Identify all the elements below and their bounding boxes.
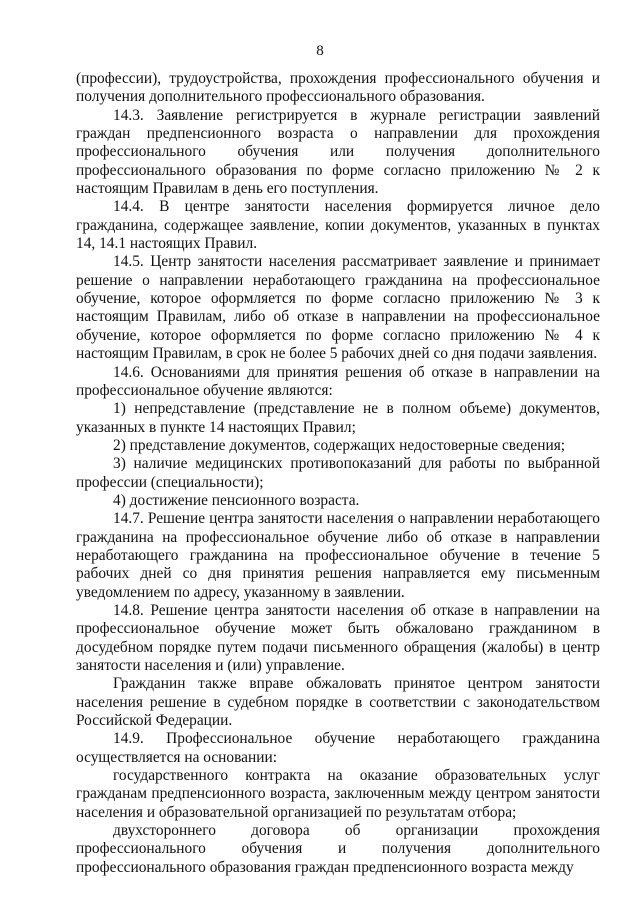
paragraph-14-8: 14.8. Решение центра занятости населения об отказе в направлении на профессиональное обучение может быть обжаловано гражданином в досудебном порядке путем подачи письменного обращения (жалобы) в центр занятости населения и (или) управление. xyxy=(76,601,600,674)
list-item-4: 4) достижение пенсионного возраста. xyxy=(113,491,360,509)
page-number: 8 xyxy=(316,43,324,59)
list-item-1: 1) непредставление (представление не в полном объеме) документов, указанных в пункте 14 настоящих Правил; xyxy=(76,400,600,436)
document-body xyxy=(76,70,600,877)
paragraph-14-5: 14.5. Центр занятости населения рассматривает заявление и принимает решение о направлении неработающего гражданина на профессиональное обучение, которое оформляется по форме согласно приложению № 3 к настоящим Правилам, либо об отказе в направлении на профессиональное обучение, которое оформляется по форме согласно приложению № 4 к настоящим Правилам, в срок не более 5 рабочих дней со дня подачи заявления. xyxy=(76,253,600,363)
paragraph-14-4: 14.4. В центре занятости населения формируется личное дело гражданина, содержащее заявление, копии документов, указанных в пунктах 14, 14.1 настоящих Правил. xyxy=(76,198,600,253)
paragraph-bilateral-agreement: двухстороннего договора об организации прохождения профессионального обучения и получения дополнительного профессионального образования граждан предпенсионного возраста между xyxy=(76,822,600,876)
list-item-2: 2) представление документов, содержащих недостоверные сведения; xyxy=(113,436,566,454)
paragraph-14-7: 14.7. Решение центра занятости населения о направлении неработающего гражданина на профессиональное обучение либо об отказе в направлении неработающего гражданина на профессиональное обучение в течение 5 рабочих дней со дня принятия решения направляется ему письменным уведомлением по адресу, указанному в заявлении. xyxy=(76,510,600,601)
paragraph-appeal: Гражданин также вправе обжаловать принятое центром занятости населения решение в судебном порядке в соответствии с законодательством Российской Федерации. xyxy=(76,675,600,730)
paragraph-14-9: 14.9. Профессиональное обучение неработающего гражданина осуществляется на основании: xyxy=(76,730,600,766)
paragraph-14-6: 14.6. Основаниями для принятия решения об отказе в направлении на профессиональное обучение являются: xyxy=(76,363,600,399)
list-item-3: 3) наличие медицинских противопоказаний для работы по выбранной профессии (специальности); xyxy=(76,455,600,491)
paragraph-continuation: (профессии), трудоустройства, прохождения профессионального обучения и получения дополнительного профессионального образования. xyxy=(76,70,600,106)
paragraph-state-contract: государственного контракта на оказание образовательных услуг гражданам предпенсионного возраста, заключенным между центром занятости населения и образовательной организацией по результатам отбора; xyxy=(76,767,600,821)
paragraph-14-3: 14.3. Заявление регистрируется в журнале регистрации заявлений граждан предпенсионного возраста о направлении для прохождения профессионального обучения или получения дополнительного профессионального образования по форме согласно приложению № 2 к настоящим Правилам в день его поступления. xyxy=(76,106,600,198)
